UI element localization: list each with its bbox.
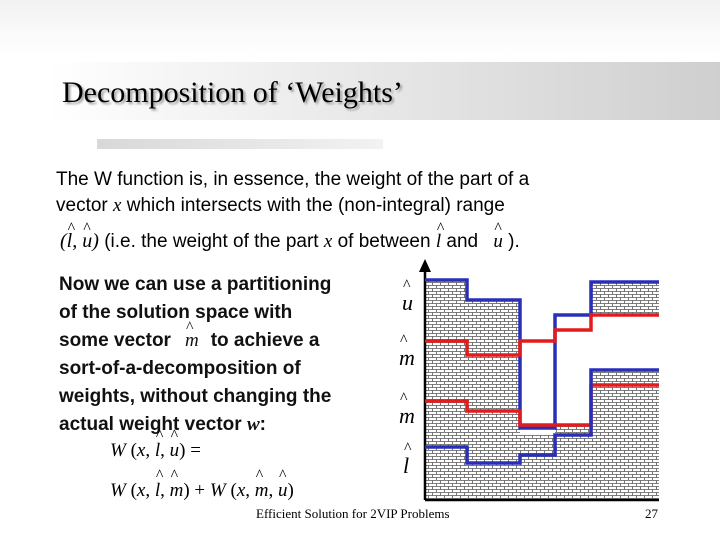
label-m-hat-2: ^ m: [399, 403, 415, 429]
label-u-hat: ^ u: [402, 290, 413, 316]
formula-line1: W (x, ^ l, ^ u) =: [110, 440, 201, 462]
hatched-region-upper: [591, 282, 659, 315]
para1-line3-text-a: (i.e. the weight of the part: [104, 231, 324, 252]
para1-line1: The W function is, in essence, the weight of the part of a: [56, 169, 530, 190]
para1-line3-end: ).: [508, 231, 520, 252]
para2-line3-a: some vector: [59, 330, 171, 351]
var-m-hat: ^ m: [185, 327, 199, 355]
footer-text: Efficient Solution for 2VIP Problems: [256, 506, 450, 521]
para1-line2-text-b: which intersects with the (non-integral) range: [121, 195, 505, 216]
para2-line6-a: actual weight vector: [59, 414, 247, 435]
para1-line3-text-b: of between: [332, 231, 436, 252]
para2-line3-b: to achieve a: [210, 330, 320, 351]
var-w: w: [246, 414, 260, 435]
var-x: x: [113, 195, 122, 216]
var-x-2: x: [323, 231, 333, 252]
var-l-hat: ^ l: [436, 229, 441, 254]
label-m-hat-1: ^ m: [399, 345, 415, 371]
para2-line2: of the solution space with: [59, 302, 293, 323]
label-l-hat: ^ l: [403, 453, 409, 479]
formula-line2: W (x, ^ l, ^ m) + W (x, ^ m, ^ u): [110, 480, 294, 502]
range-formula: (^ l, ^ u): [60, 230, 99, 252]
y-axis-arrow-icon: [419, 259, 431, 272]
para2-line6-b: :: [259, 414, 266, 435]
para2-line5: weights, without changing the: [59, 386, 332, 407]
var-u-hat: ^ u: [493, 229, 503, 254]
para1-line3-and: and: [446, 231, 479, 252]
para2-line4: sort-of-a-decomposition of: [59, 358, 301, 379]
para1-line2-text-a: vector: [56, 195, 114, 216]
page-number: 27: [645, 506, 658, 521]
para2-line1: Now we can use a partitioning: [59, 274, 332, 295]
slide-title: Decomposition of ‘Weights’: [62, 76, 403, 109]
